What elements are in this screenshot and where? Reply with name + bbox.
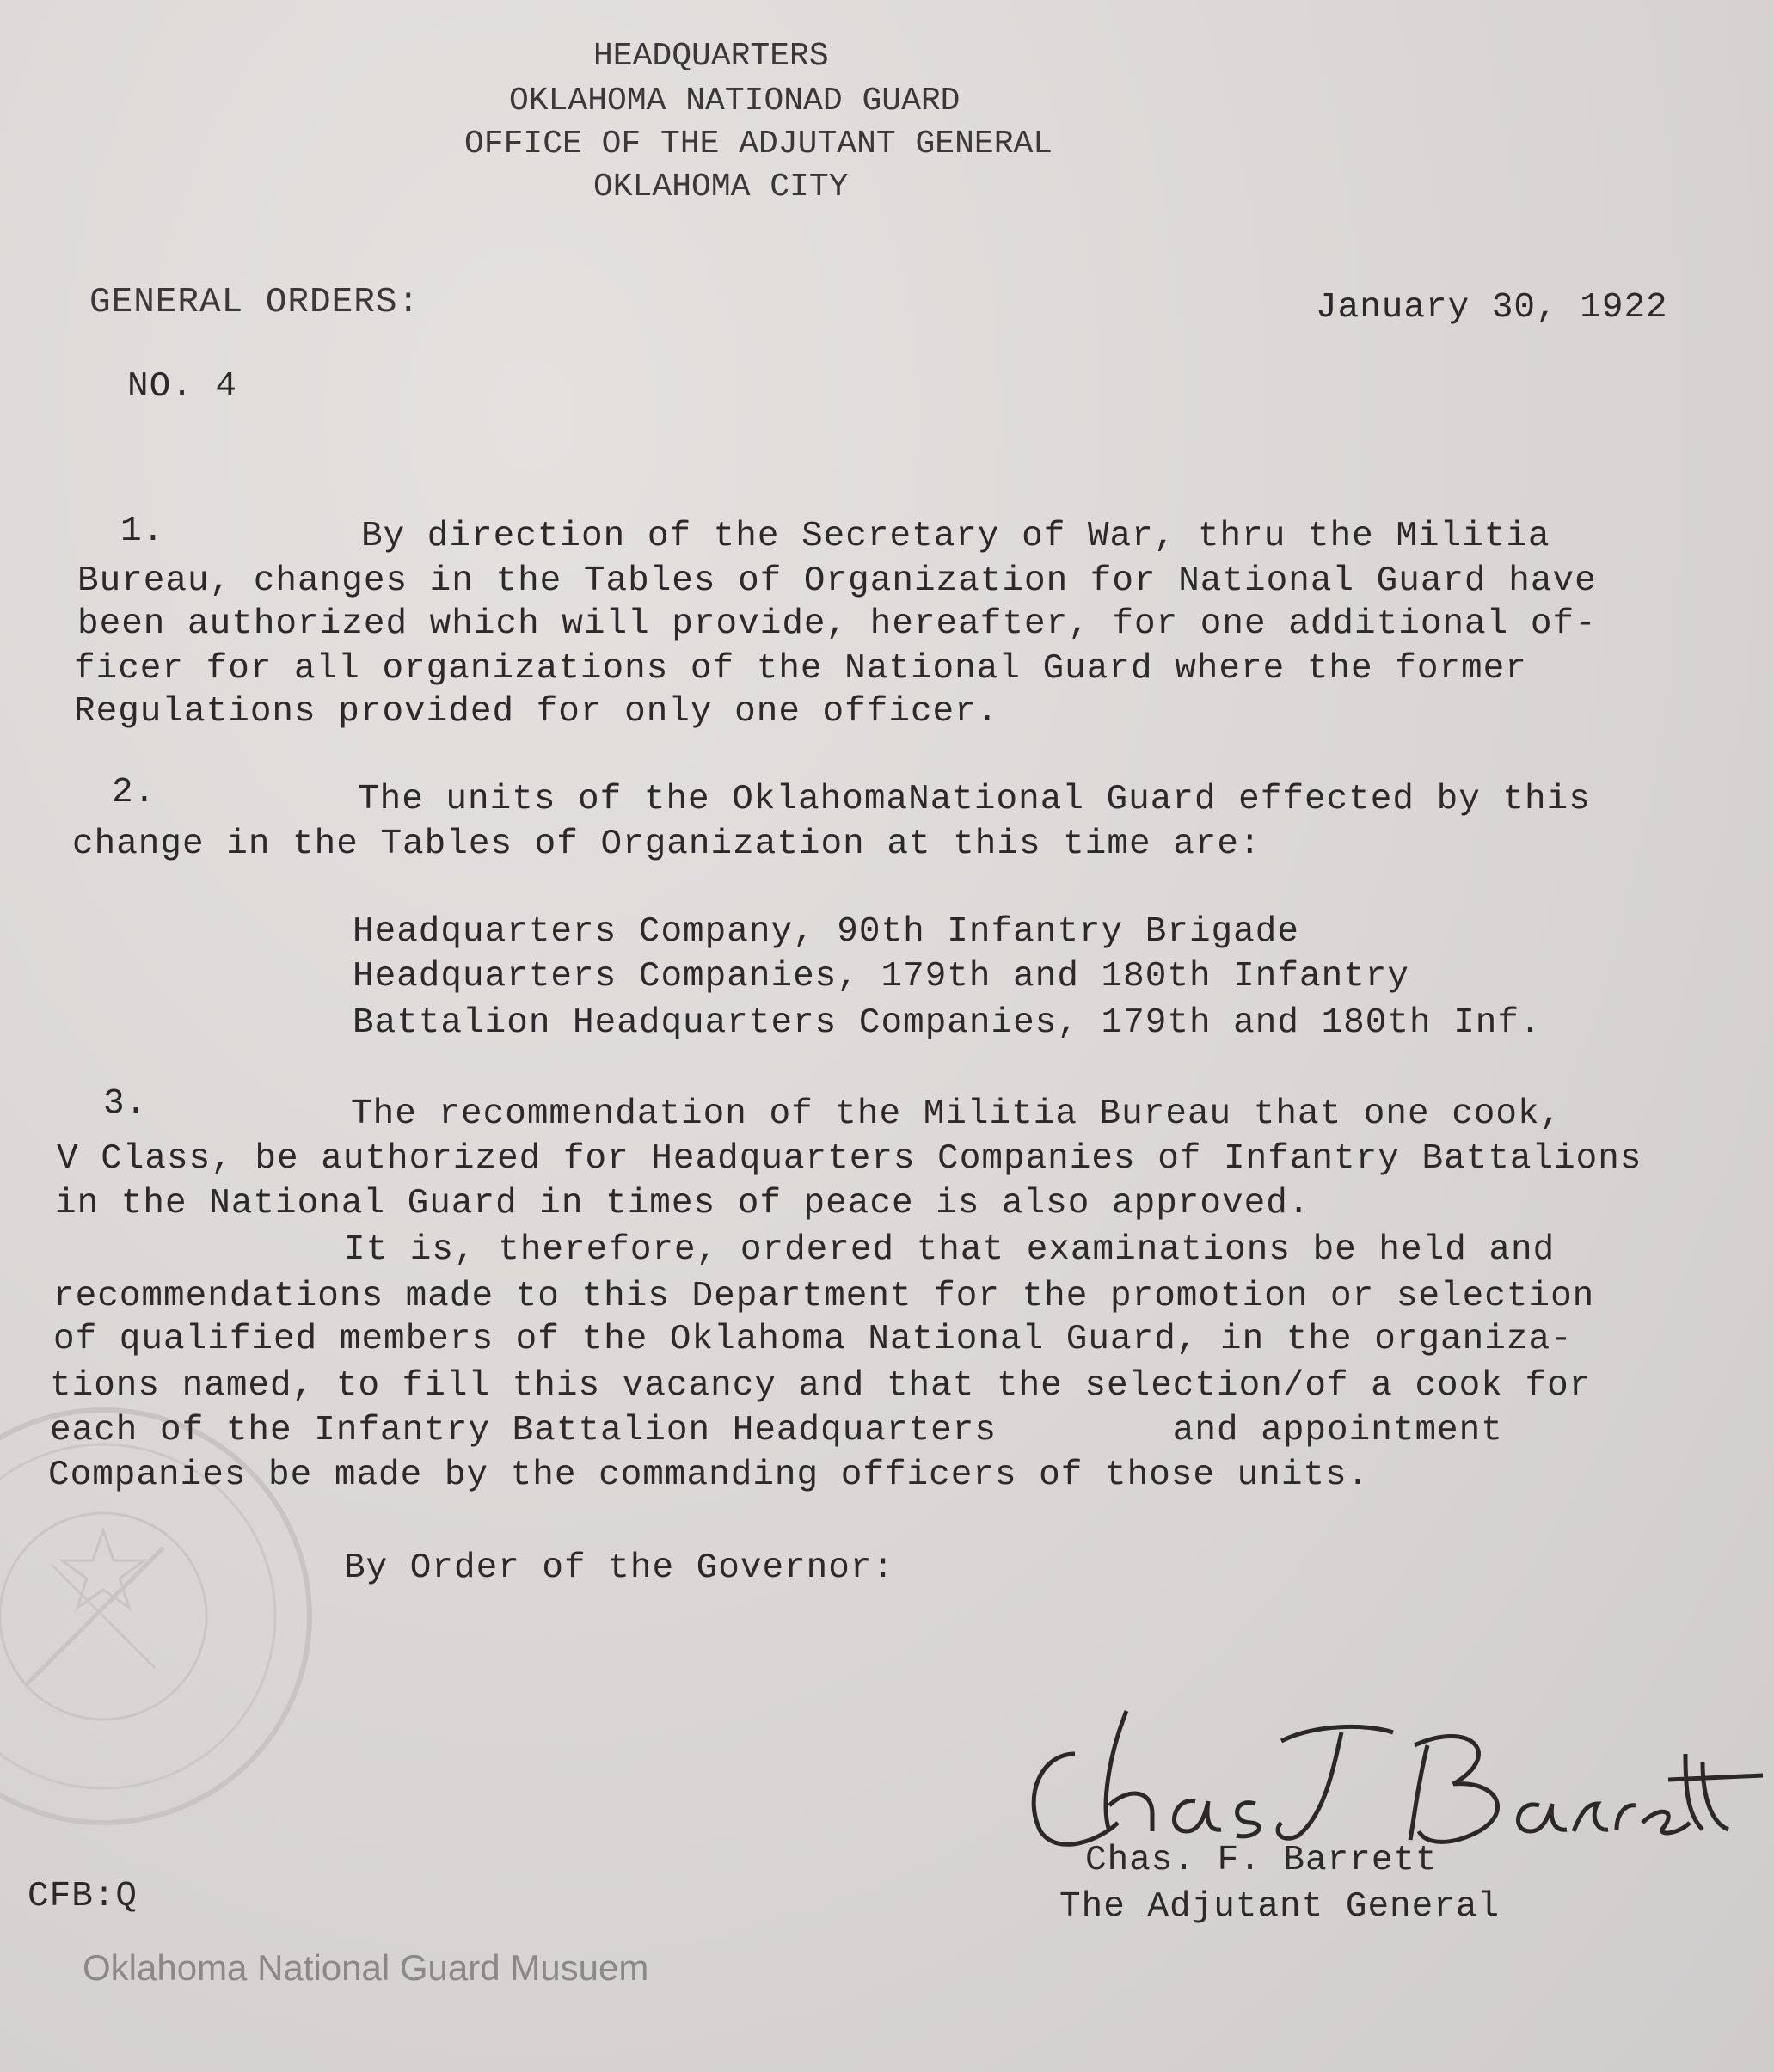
para3-line: The recommendation of the Militia Bureau that one cook,	[351, 1094, 1562, 1134]
para3-line: It is, therefore, ordered that examinations be held and	[344, 1230, 1556, 1270]
para3-line: each of the Infantry Battalion Headquarters and appointment	[50, 1411, 1503, 1450]
para1-number: 1.	[120, 512, 165, 551]
order-number: NO. 4	[127, 367, 238, 407]
signer-name: Chas. F. Barrett	[1085, 1841, 1438, 1880]
letterhead-line-3: OFFICE OF THE ADJUTANT GENERAL	[464, 126, 1053, 162]
para3-line: of qualified members of the Oklahoma National Guard, in the organiza-	[53, 1320, 1573, 1359]
letterhead-line-2: OKLAHOMA NATIONAD GUARD	[509, 83, 961, 120]
unit-list-item: Headquarters Companies, 179th and 180th Infantry	[353, 957, 1409, 996]
unit-list-item: Battalion Headquarters Companies, 179th and 180th Inf.	[353, 1003, 1542, 1043]
para2-number: 2.	[112, 773, 157, 812]
signer-title: The Adjutant General	[1059, 1887, 1501, 1927]
order-date: January 30, 1922	[1316, 288, 1668, 328]
museum-watermark: Oklahoma National Guard Musuem	[83, 1947, 649, 1988]
reference-initials: CFB:Q	[28, 1877, 138, 1916]
para1-line: ficer for all organizations of the National Guard where the former	[74, 649, 1527, 689]
para3-line: tions named, to fill this vacancy and that the selection/of a cook for	[50, 1366, 1592, 1406]
by-order-line: By Order of the Governor:	[344, 1548, 895, 1588]
letterhead-line-1: HEADQUARTERS	[593, 38, 829, 75]
para1-line: Bureau, changes in the Tables of Organization for National Guard have	[77, 561, 1597, 601]
para2-line: The units of the OklahomaNational Guard effected by this	[358, 780, 1591, 819]
para3-line: in the National Guard in times of peace is also approved.	[55, 1184, 1311, 1223]
para1-line: been authorized which will provide, hereafter, for one additional of-	[77, 604, 1597, 644]
para1-line: Regulations provided for only one officer.	[74, 692, 999, 732]
para1-line: By direction of the Secretary of War, thru the Militia	[361, 517, 1550, 556]
para3-line: Companies be made by the commanding officers of those units.	[48, 1456, 1370, 1495]
para3-line: recommendations made to this Department for the promotion or selection	[53, 1277, 1595, 1316]
para3-line: V Class, be authorized for Headquarters Companies of Infantry Battalions	[57, 1139, 1642, 1179]
letterhead-line-4: OKLAHOMA CITY	[593, 169, 849, 205]
general-orders-label: GENERAL ORDERS:	[89, 283, 420, 322]
para2-line: change in the Tables of Organization at this time are:	[72, 825, 1261, 864]
unit-list-item: Headquarters Company, 90th Infantry Brigade	[353, 912, 1299, 952]
para3-number: 3.	[103, 1084, 148, 1124]
